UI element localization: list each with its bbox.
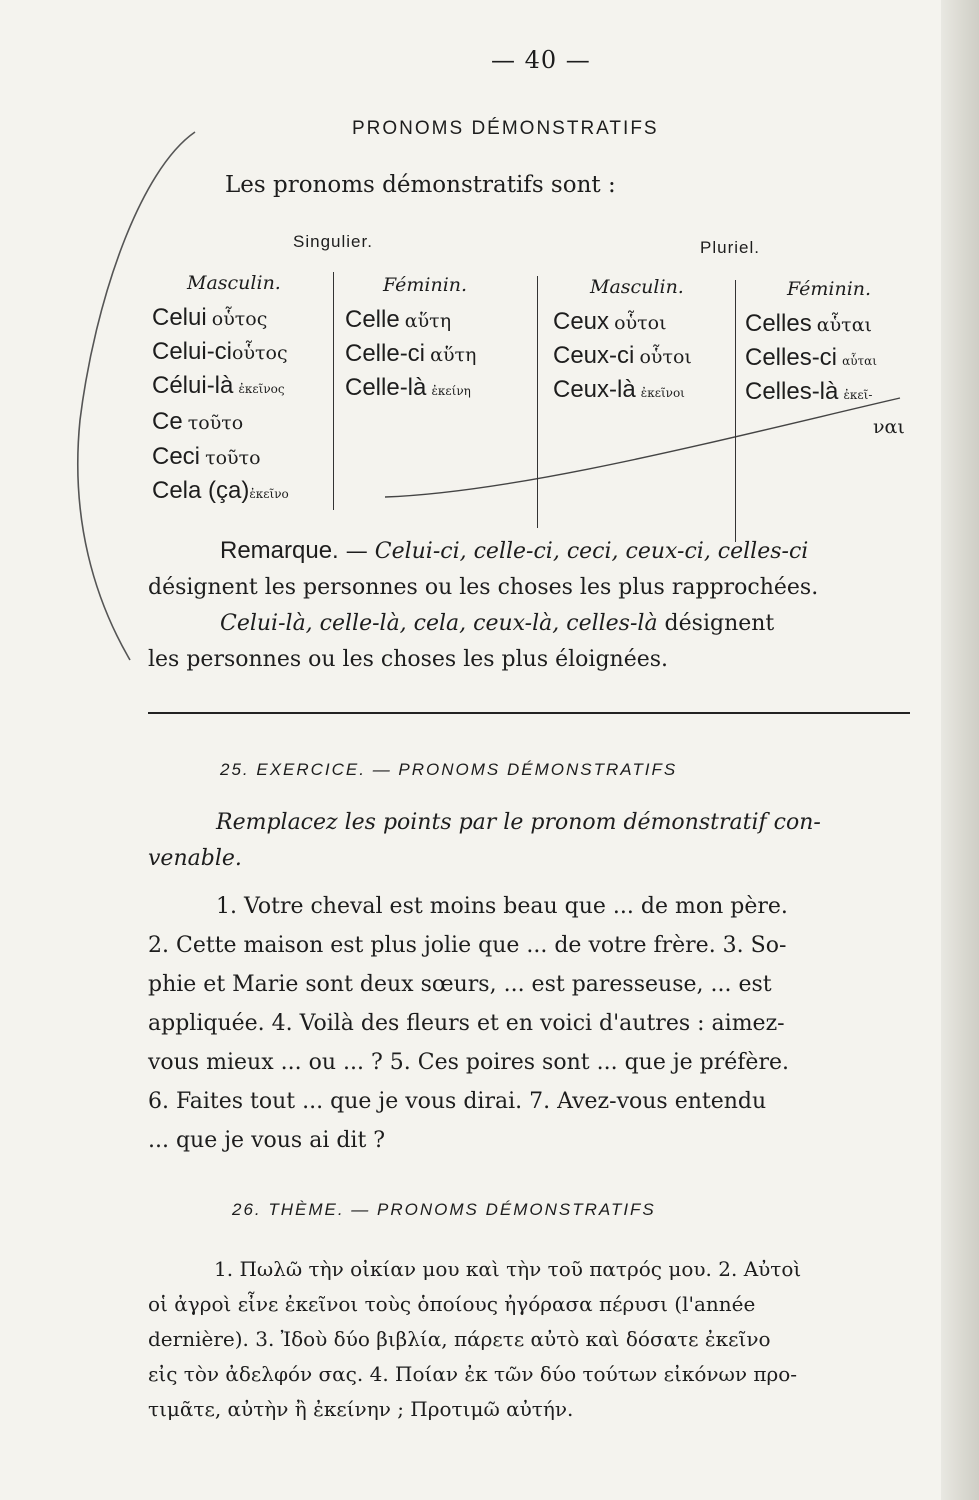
page-number: — 40 — [491,46,591,74]
exercise-title: 25. EXERCICE. — PRONOMS DÉMONSTRATIFS [220,760,678,779]
pronoun-entry: Celui-ciοὗτος [152,338,288,365]
section-divider [148,712,910,714]
exercise-line: 6. Faites tout ... que je vous dirai. 7. Avez-vous entendu [148,1089,767,1114]
column-header: Masculin. [187,272,281,294]
pronoun-entry: Célui-là ἐκεῖνος [152,372,285,399]
remarque-paragraph: Remarque. — Celui-ci, celle-ci, ceci, ceux-ci, celles-ci désignent les personnes ou les choses les plus rapprochées. Celui-là, celle-là, cela, ceux-là, celles-là désignent les personnes ou les choses les plus éloignées. [148,537,819,672]
column-divider [537,276,538,528]
pronoun-entry: Celui οὗτος [152,304,268,331]
column-header: Féminin. [383,274,468,296]
pronoun-entry: Cela (ça)ἐκεῖνο [152,477,289,504]
pronoun-entry: Ce τοῦτο [152,408,244,435]
pronoun-entry: Ceci τοῦτο [152,443,261,470]
column-header: Masculin. [590,276,684,298]
pronoun-entry: Celle-ci αὕτη [345,340,477,367]
pronoun-entry: Ceux-là ἐκεῖνοι [553,376,685,403]
pronoun-entry: Ceux οὗτοι [553,308,667,335]
exercise-line: phie et Marie sont deux sœurs, ... est paresseuse, ... est [148,972,772,997]
theme-line: τιμᾶτε, αὐτὴν ἢ ἐκείνην ; Προτιμῶ αὐτήν. [148,1397,574,1421]
theme-line: οἱ ἀγροὶ εἶνε ἐκεῖνοι τοὺς ὁποίους ἠγόρασα πέρυσι (l'année [148,1292,756,1316]
column-divider [735,280,736,542]
theme-text [148,1252,913,1427]
pronoun-entry: Celle-là ἐκείνη [345,374,471,401]
pronoun-entry: Ceux-ci οὗτοι [553,342,692,369]
section-title: PRONOMS DÉMONSTRATIFS [352,118,659,139]
pronoun-entry: Celle αὕτη [345,306,452,333]
column-divider [333,272,334,510]
theme-line: 1. Πωλῶ τὴν οἰκίαν μου καὶ τὴν τοῦ πατρός μου. 2. Αὐτοὶ [214,1257,802,1281]
remarque-label: Remarque. [220,537,339,564]
exercise-line: vous mieux ... ou ... ? 5. Ces poires sont ... que je préfère. [148,1050,789,1075]
theme-title: 26. THÈME. — PRONOMS DÉMONSTRATIFS [232,1200,656,1219]
exercise-line: appliquée. 4. Voilà des fleurs et en voici d'autres : aimez- [148,1011,785,1036]
pronoun-entry: ναι [873,416,905,438]
pronoun-entry: Celles-ci αὗται [745,344,877,371]
exercise-text [148,887,913,1160]
pronoun-entry: Celles αὗται [745,310,872,337]
plural-header: Pluriel. [700,238,760,257]
theme-line: dernière). 3. Ἰδοὺ δύο βιβλία, πάρετε αὐτὸ καὶ δόσατε ἐκεῖνο [148,1327,771,1351]
theme-line: εἰς τὸν ἀδελφόν σας. 4. Ποίαν ἐκ τῶν δύο τούτων εἰκόνων προ- [148,1362,798,1386]
exercise-line: 1. Votre cheval est moins beau que ... de mon père. [216,894,788,919]
pronoun-entry: Celles-là ἐκεῖ- [745,378,873,405]
singular-header: Singulier. [293,232,373,251]
exercise-line: ... que je vous ai dit ? [148,1128,386,1153]
exercise-instruction: Remplacez les points par le pronom démonstratif con- venable. [148,810,821,871]
intro-text: Les pronoms démonstratifs sont : [225,172,616,198]
exercise-line: 2. Cette maison est plus jolie que ... de votre frère. 3. So- [148,933,787,958]
column-header: Féminin. [787,278,872,300]
